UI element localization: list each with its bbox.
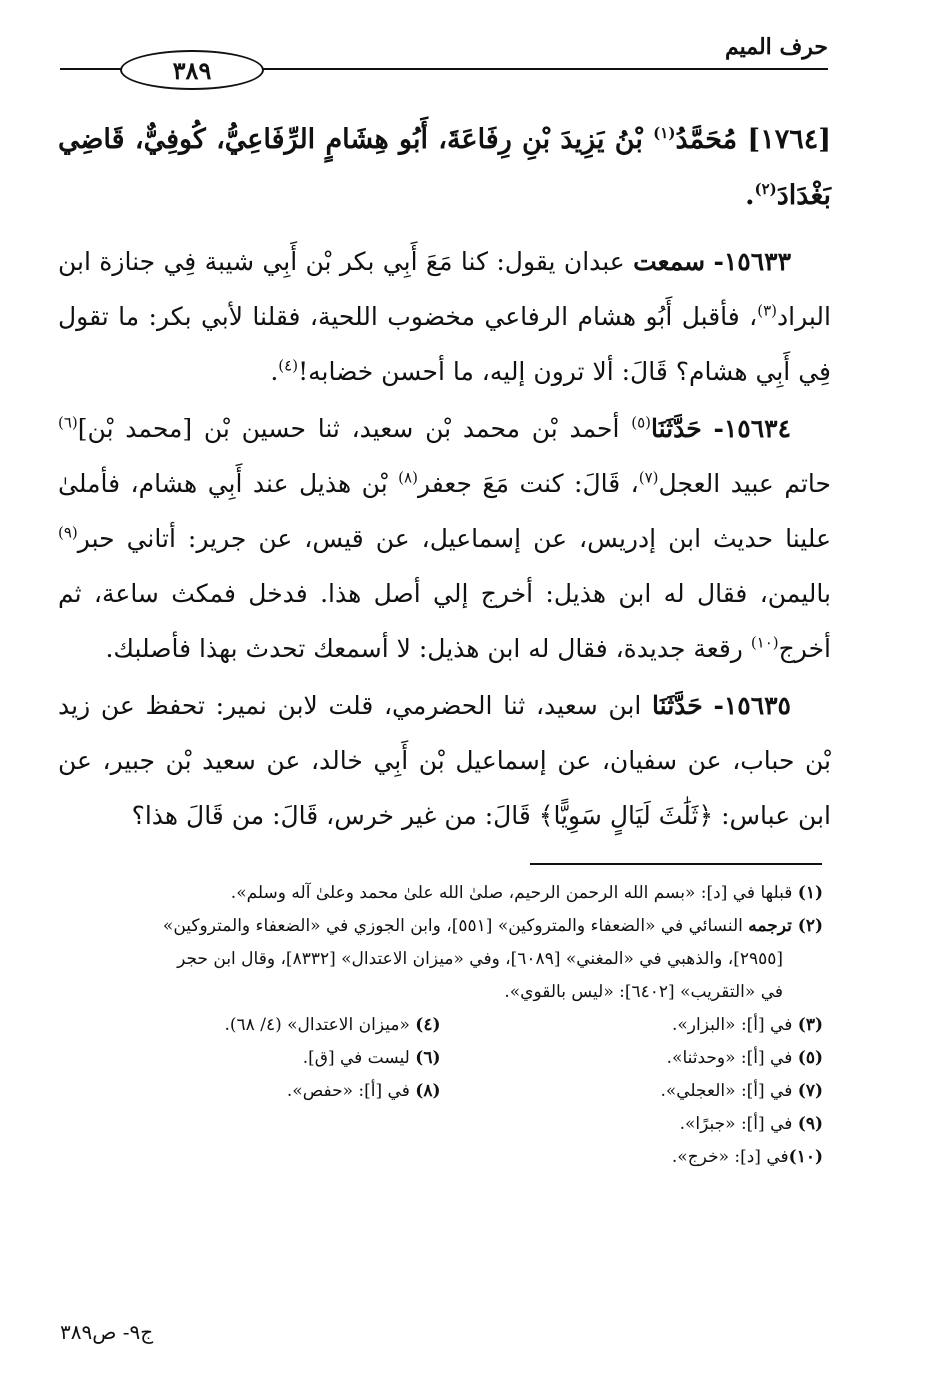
chapter-title: حرف الميم bbox=[724, 34, 828, 60]
footnote-number: (٧) bbox=[797, 1081, 823, 1101]
text-segment: باليمن، فقال له ابن هذيل: أخرج إلي أصل هذا. فدخل فمكث ساعة، ثم أخرج bbox=[58, 579, 831, 663]
footnote-2-continued: [٢٩٥٥]، والذهبي في «المغني» [٦٠٨٩]، وفي «ميزان الاعتدال» [٨٣٣٢]، وقال ابن حجر bbox=[177, 949, 783, 969]
hadith-number: ١٥٦٣٤- bbox=[713, 414, 791, 443]
footnote-text: في [أ]: «جبرًا». bbox=[679, 1114, 798, 1134]
footnote-row bbox=[58, 1042, 823, 1075]
entry-heading bbox=[58, 112, 831, 224]
text-segment: أحمد بْن محمد بْن سعيد، ثنا حسين بْن [محمد بْن] bbox=[77, 414, 632, 443]
footnote-1 bbox=[58, 877, 823, 910]
footnote-number: (٢) bbox=[797, 916, 823, 936]
footnote-ref: (٢) bbox=[754, 180, 777, 198]
text-segment: عبدان يقول: كنا مَعَ أَبِي بكر بْن أَبِي شيبة فِي جنازة ابن البراد bbox=[58, 247, 831, 331]
footnote-text: في [أ]: «العجلي». bbox=[660, 1081, 798, 1101]
footnotes bbox=[58, 877, 823, 1174]
hadith-number: ١٥٦٣٥- bbox=[713, 691, 791, 720]
footnote-number: (٥) bbox=[797, 1048, 823, 1068]
footnote-5 bbox=[441, 1042, 824, 1075]
footnote-number: (٨) bbox=[415, 1081, 441, 1101]
footnote-7 bbox=[441, 1075, 824, 1108]
hadith-paragraph bbox=[58, 401, 831, 676]
footnote-10 bbox=[58, 1141, 823, 1174]
volume-page-marker: ج٩- ص٣٨٩ bbox=[60, 1320, 154, 1344]
footnote-text: في [أ]: «حفص». bbox=[286, 1081, 416, 1101]
footnote-number: (٩) bbox=[797, 1114, 823, 1134]
footnote-text: النسائي في «الضعفاء والمتروكين» [٥٥١]، وابن الجوزي في «الضعفاء والمتروكين» bbox=[162, 916, 749, 936]
footnote-text: في [أ]: «البزار». bbox=[671, 1015, 798, 1035]
hadith-keyword: سمعت bbox=[633, 247, 706, 276]
hadith-paragraph bbox=[58, 678, 831, 843]
footnote-ref: (٦) bbox=[58, 413, 78, 432]
footnote-ref: (١٠) bbox=[750, 633, 779, 652]
footnote-text: في [أ]: «وحدثنا». bbox=[666, 1048, 798, 1068]
entry-heading-end: . bbox=[745, 180, 755, 211]
footnote-separator bbox=[530, 863, 822, 865]
text-segment: . bbox=[270, 357, 279, 386]
hadith-number: ١٥٦٣٣- bbox=[713, 247, 792, 276]
text-segment: رقعة جديدة، فقال له ابن هذيل: لا أسمعك تحدث بهذا فأصلبك. bbox=[105, 634, 751, 663]
text-segment: بْن هذيل عند أَبِي هشام، فأملىٰ علينا حديث ابن إدريس، عن إسماعيل، عن قيس، عن جرير: أتاني حبر bbox=[58, 469, 831, 553]
text-segment: ، قَالَ: كنت مَعَ جعفر bbox=[417, 469, 639, 498]
footnote-row bbox=[58, 1009, 823, 1042]
main-text bbox=[58, 112, 831, 845]
footnote-6 bbox=[58, 1042, 441, 1075]
page-number: ٣٨٩ bbox=[172, 55, 212, 85]
footnote-ref: (٩) bbox=[58, 523, 78, 542]
footnote-number: (١) bbox=[797, 883, 823, 903]
footnote-ref: (٧) bbox=[638, 468, 659, 487]
footnote-8 bbox=[58, 1075, 441, 1108]
footnote-4 bbox=[58, 1009, 441, 1042]
footnote-text: ليست في [ق]. bbox=[302, 1048, 416, 1068]
footnote-ref: (٤) bbox=[278, 356, 299, 375]
entry-heading-name: [١٧٦٤] مُحَمَّدُ bbox=[675, 124, 831, 155]
footnote-text: قبلها في [د]: «بسم الله الرحمن الرحيم، صلىٰ الله علىٰ محمد وعلىٰ آله وسلم». bbox=[230, 883, 798, 903]
footnote-number: (٣) bbox=[797, 1015, 823, 1035]
footnote-row bbox=[58, 1075, 823, 1108]
footnote-text: في [د]: «خرج». bbox=[671, 1147, 789, 1167]
footnote-2 bbox=[58, 910, 823, 943]
footnote-keyword: ترجمه bbox=[748, 916, 798, 936]
text-segment: ابن سعيد، ثنا الحضرمي، قلت لابن نمير: تحفظ عن زيد بْن حباب، عن سفيان، عن إسماعيل بْن أَبِي خالد، عن سعيد بْن جبير، عن ابن عباس: ﴿ثَلَٰثَ لَيَالٍ سَوِيًّا﴾ قَالَ: من غير خرس، قَالَ: من قَالَ هذا؟ bbox=[58, 691, 831, 830]
footnote-3 bbox=[441, 1009, 824, 1042]
hadith-keyword: حَدَّثَنَا bbox=[651, 414, 702, 443]
page-number-badge bbox=[120, 50, 264, 90]
footnote-number: (٤) bbox=[415, 1015, 441, 1035]
hadith-keyword: حَدَّثَنَا bbox=[652, 691, 703, 720]
footnote-number: (٦) bbox=[415, 1048, 441, 1068]
text-segment: حاتم عبيد العجل bbox=[658, 469, 831, 498]
footnote-number: (١٠) bbox=[788, 1147, 823, 1167]
entry-heading-rest: بْنُ يَزِيدَ بْنِ رِفَاعَةَ، أَبُو هِشَامٍ الرِّفَاعِيُّ، كُوفِيٌّ، قَاضِي بَغْدَادَ bbox=[58, 124, 831, 211]
footnote-ref: (٥) bbox=[631, 413, 651, 432]
footnote-ref: (٨) bbox=[398, 468, 418, 487]
footnote-ref: (٣) bbox=[757, 301, 778, 320]
footnote-9 bbox=[58, 1108, 823, 1141]
hadith-paragraph bbox=[58, 234, 831, 399]
footnote-text: «ميزان الاعتدال» (٤/ ٦٨). bbox=[224, 1015, 416, 1035]
footnote-2-continued: في «التقريب» [٦٤٠٢]: «ليس بالقوي». bbox=[504, 982, 783, 1002]
text-segment: ، فأقبل أَبُو هشام الرفاعي مخضوب اللحية، فقلنا لأبي بكر: ما تقول فِي أَبِي هشام؟ قَالَ: ألا ترون إليه، ما أحسن خضابه! bbox=[58, 302, 831, 386]
page-header bbox=[60, 30, 828, 90]
footnote-ref: (١) bbox=[653, 124, 676, 142]
